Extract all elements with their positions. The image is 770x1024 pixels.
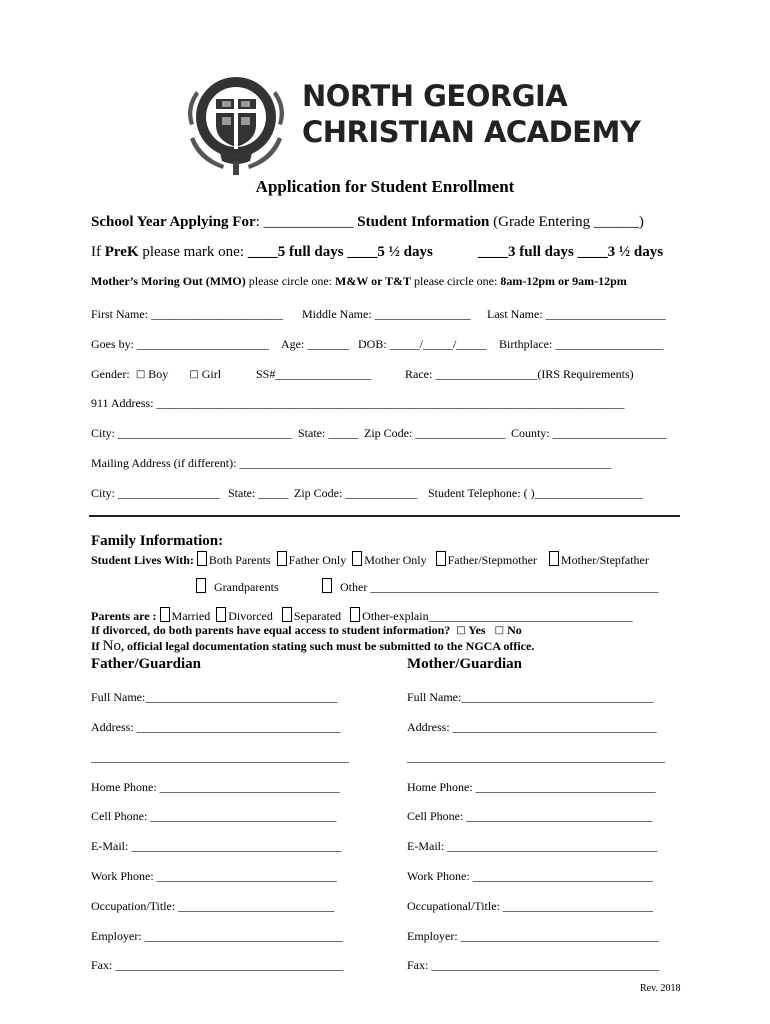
mailing-address-field[interactable]: Mailing Address (if different): ______________________________________________________________ bbox=[91, 456, 612, 470]
school-seal bbox=[180, 65, 292, 177]
student-telephone-field[interactable]: Student Telephone: ( )__________________ bbox=[428, 486, 643, 500]
prek-line bbox=[91, 244, 433, 261]
boy-label: Boy bbox=[148, 367, 169, 381]
separated-checkbox[interactable] bbox=[282, 607, 292, 622]
school-year-line bbox=[91, 214, 644, 231]
divorced-label: Divorced bbox=[228, 609, 273, 623]
mailing-state-field[interactable]: State: _____ bbox=[228, 486, 289, 500]
mmo-circle-times-label: please circle one: bbox=[411, 274, 501, 288]
lives-with-label: Student Lives With bbox=[91, 553, 190, 567]
first-name-field[interactable]: First Name: ______________________ bbox=[91, 307, 283, 321]
other-field[interactable]: Other ________________________________________________ bbox=[340, 580, 659, 594]
grandparents-label: Grandparents bbox=[214, 580, 279, 594]
prek-label: PreK bbox=[104, 244, 139, 260]
lives-with-row: Student Lives With: Both Parents Father Only Mother Only Father/Stepmother Mother/Stepfather bbox=[91, 553, 649, 567]
father-email-field[interactable]: E-Mail: ___________________________________ bbox=[91, 839, 342, 853]
parents-are-row bbox=[91, 607, 633, 624]
father-employer-field[interactable]: Employer: _________________________________ bbox=[91, 929, 343, 943]
father-guardian-heading: Father/Guardian bbox=[91, 656, 202, 672]
zip-field[interactable]: Zip Code: _______________ bbox=[364, 426, 506, 440]
grandparents-option bbox=[196, 578, 279, 595]
mother-occupation-field[interactable]: Occupational/Title: _________________________ bbox=[407, 899, 653, 913]
mother-only-checkbox[interactable] bbox=[352, 551, 362, 566]
other-explain-checkbox[interactable] bbox=[350, 607, 360, 622]
legal-doc-no: No bbox=[102, 638, 122, 654]
state-field[interactable]: State: _____ bbox=[298, 426, 359, 440]
mmo-circle-days-label: please circle one: bbox=[245, 274, 336, 288]
seal-icon bbox=[180, 65, 292, 177]
father-only-checkbox[interactable] bbox=[277, 551, 287, 566]
revision-label: Rev. 2018 bbox=[640, 983, 681, 994]
no-checkbox[interactable]: □ bbox=[494, 625, 505, 636]
age-field[interactable]: Age: _______ bbox=[281, 337, 350, 351]
dob-field[interactable]: DOB: _____/_____/_____ bbox=[358, 337, 487, 351]
separated-label: Separated bbox=[293, 609, 342, 623]
married-checkbox[interactable] bbox=[160, 607, 170, 622]
mother-full-name-field[interactable]: Full Name:________________________________ bbox=[407, 690, 654, 704]
mother-fax-field[interactable]: Fax: ______________________________________ bbox=[407, 958, 660, 972]
mmo-time-options[interactable]: 8am-12pm or 9am-12pm bbox=[500, 274, 627, 288]
other-explain-field[interactable]: Other-explain__________________________________ bbox=[362, 609, 633, 623]
city-field[interactable]: City: _____________________________ bbox=[91, 426, 293, 440]
both-parents-label: Both Parents bbox=[208, 553, 271, 567]
mother-stepfather-checkbox[interactable] bbox=[549, 551, 559, 566]
grade-entering-field[interactable]: (Grade Entering ______) bbox=[489, 214, 644, 230]
mother-home-phone-field[interactable]: Home Phone: ______________________________ bbox=[407, 780, 656, 794]
address-911-field[interactable]: 911 Address: ______________________________________________________________________________ bbox=[91, 396, 625, 410]
prek-prefix: If bbox=[91, 244, 105, 260]
girl-label: Girl bbox=[201, 367, 222, 381]
mother-employer-field[interactable]: Employer: _________________________________ bbox=[407, 929, 659, 943]
no-label: No bbox=[507, 623, 522, 637]
mother-cell-phone-field[interactable]: Cell Phone: _______________________________ bbox=[407, 809, 653, 823]
other-option bbox=[322, 578, 658, 595]
middle-name-field[interactable]: Middle Name: ________________ bbox=[302, 307, 471, 321]
goes-by-field[interactable]: Goes by: ______________________ bbox=[91, 337, 269, 351]
birthplace-field[interactable]: Birthplace: __________________ bbox=[499, 337, 664, 351]
race-field[interactable]: Race: _________________(IRS Requirements) bbox=[405, 367, 634, 381]
girl-checkbox[interactable]: □ bbox=[189, 369, 199, 380]
school-name bbox=[302, 78, 640, 150]
school-year-field[interactable]: : ____________ bbox=[255, 214, 354, 230]
mother-address-field[interactable]: Address: __________________________________ bbox=[407, 720, 657, 734]
ssn-field[interactable]: SS#________________ bbox=[256, 367, 372, 381]
student-info-label: Student Information bbox=[357, 214, 490, 230]
both-parents-checkbox[interactable] bbox=[197, 551, 207, 566]
prek-options-3day[interactable]: ____3 full days ____3 ½ days bbox=[478, 244, 664, 260]
mailing-city-field[interactable]: City: _________________ bbox=[91, 486, 221, 500]
section-divider bbox=[89, 515, 680, 517]
grandparents-checkbox[interactable] bbox=[196, 578, 206, 593]
mother-stepfather-label: Mother/Stepfather bbox=[560, 553, 649, 567]
prek-instruction: please mark one: bbox=[138, 244, 248, 260]
mother-only-label: Mother Only bbox=[364, 553, 427, 567]
father-fax-field[interactable]: Fax: ______________________________________ bbox=[91, 958, 344, 972]
prek-options-5day[interactable]: ____5 full days ____5 ½ days bbox=[247, 244, 433, 260]
mmo-days-options[interactable]: M&W or T&T bbox=[335, 274, 412, 288]
divorced-question: If divorced, do both parents have equal access to student information? bbox=[91, 623, 451, 637]
divorced-checkbox[interactable] bbox=[216, 607, 226, 622]
father-occupation-field[interactable]: Occupation/Title: __________________________ bbox=[91, 899, 335, 913]
page-title: Application for Student Enrollment bbox=[255, 177, 515, 196]
divorced-question-row bbox=[91, 623, 522, 638]
mmo-line bbox=[91, 274, 627, 289]
mailing-zip-field[interactable]: Zip Code: ____________ bbox=[294, 486, 418, 500]
father-address-line2-field[interactable]: ___________________________________________ bbox=[91, 750, 349, 764]
legal-doc-prefix: If bbox=[91, 639, 103, 653]
mmo-label: Mother’s Moring Out (MMO) bbox=[91, 274, 246, 288]
father-full-name-field[interactable]: Full Name:________________________________ bbox=[91, 690, 338, 704]
mother-work-phone-field[interactable]: Work Phone: ______________________________ bbox=[407, 869, 653, 883]
family-info-heading: Family Information: bbox=[91, 533, 224, 549]
school-name-line1: NORTH GEORGIA bbox=[302, 79, 568, 113]
father-work-phone-field[interactable]: Work Phone: ______________________________ bbox=[91, 869, 337, 883]
mother-guardian-heading: Mother/Guardian bbox=[407, 656, 522, 672]
legal-doc-text: , official legal documentation stating such must be submitted to the NGCA office. bbox=[121, 639, 535, 653]
yes-checkbox[interactable]: □ bbox=[456, 625, 466, 636]
yes-label: Yes bbox=[468, 623, 486, 637]
school-name-line2: CHRISTIAN ACADEMY bbox=[302, 115, 641, 149]
other-checkbox[interactable] bbox=[322, 578, 332, 593]
school-year-label: School Year Applying For bbox=[91, 214, 256, 230]
father-stepmother-checkbox[interactable] bbox=[436, 551, 446, 566]
boy-checkbox[interactable]: □ bbox=[132, 369, 146, 380]
father-stepmother-label: Father/Stepmother bbox=[447, 553, 537, 567]
father-home-phone-field[interactable]: Home Phone: ______________________________ bbox=[91, 780, 340, 794]
parents-are-label: Parents are : bbox=[91, 609, 157, 623]
gender-label: Gender: bbox=[91, 367, 130, 381]
father-cell-phone-field[interactable]: Cell Phone: _______________________________ bbox=[91, 809, 337, 823]
married-label: Married bbox=[171, 609, 211, 623]
county-field[interactable]: County: ___________________ bbox=[511, 426, 667, 440]
gender-row bbox=[91, 367, 221, 382]
last-name-field[interactable]: Last Name: ____________________ bbox=[487, 307, 666, 321]
father-only-label: Father Only bbox=[288, 553, 347, 567]
mother-address-line2-field[interactable]: ___________________________________________ bbox=[407, 750, 665, 764]
legal-doc-note bbox=[91, 638, 534, 655]
father-address-field[interactable]: Address: __________________________________ bbox=[91, 720, 341, 734]
mother-email-field[interactable]: E-Mail: ___________________________________ bbox=[407, 839, 658, 853]
